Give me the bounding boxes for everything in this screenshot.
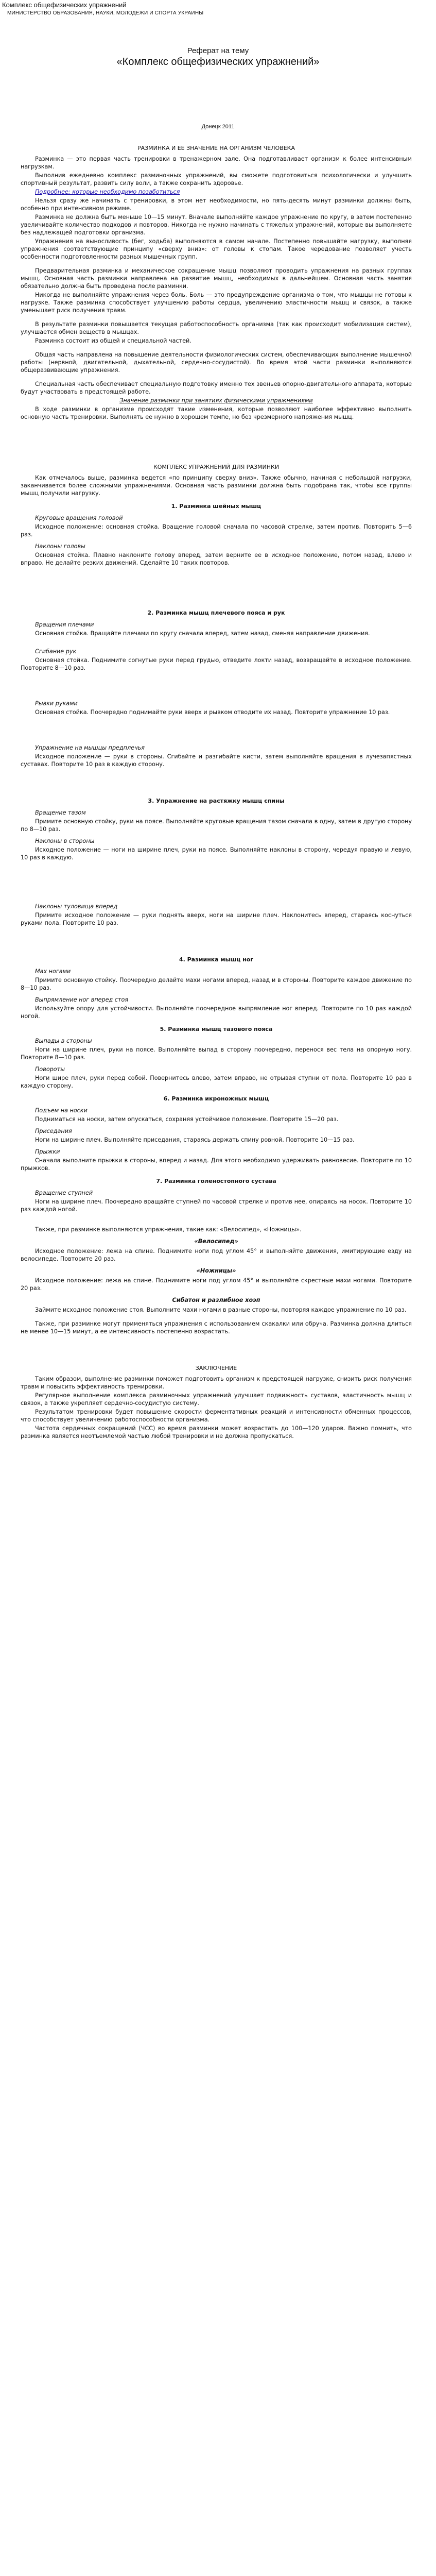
exercise-subtitle: Сгибание рук — [35, 648, 77, 655]
paragraph: Используйте опору для устойчивости. Выполняйте поочередное выпрямление ног вперед. Повторите по 10 раз каждой ногой. — [21, 1005, 412, 1020]
section-1-title: РАЗМИНКА И ЕЕ ЗНАЧЕНИЕ НА ОРГАНИЗМ ЧЕЛОВЕКА — [137, 145, 295, 151]
paragraph: Исходное положение: лежа на спине. Поднимите ноги под углом 45° и выполняйте скрестные махи ногами. Повторите 20 раз. — [21, 1277, 412, 1292]
exercise-name-centered: «Велосипед» — [194, 1238, 238, 1245]
exercise-subtitle: Подъем на носки — [35, 1107, 88, 1114]
inline-link[interactable]: Значение разминки при занятиях физическими упражнениями — [119, 397, 313, 404]
exercise-group-heading: 6. Разминка икроножных мышц — [163, 1095, 269, 1102]
paragraph: Также, при разминке могут применяться упражнения с использованием скакалки или обруча. Разминка должна длиться не менее 10—15 минут, а ее интенсивность постепенно возрастать. — [21, 1320, 412, 1335]
page-header-ministry: МИНИСТЕРСТВО ОБРАЗОВАНИЯ, НАУКИ, МОЛОДЕЖИ И СПОРТА УКРАИНЫ — [7, 10, 204, 16]
exercise-subtitle: Вращение ступней — [35, 1190, 93, 1196]
paragraph: Примите основную стойку, руки на поясе. Выполняйте круговые вращения тазом сначала в одну, затем в другую сторону по 8—10 раз. — [21, 818, 412, 833]
paragraph: Примите основную стойку. Поочередно делайте махи ногами вперед, назад и в стороны. Повторите каждое движение по 8—10 раз. — [21, 977, 412, 991]
exercise-group-heading: 3. Упражнение на растяжку мышц спины — [148, 798, 285, 804]
paragraph: Основная стойка. Поднимите согнутые руки перед грудью, отведите локти назад, возвращайте в исходное положение. Повторите 8—10 раз. — [21, 657, 412, 671]
exercise-subtitle: Круговые вращения головой — [35, 515, 123, 521]
inline-link[interactable]: Подробнее: которые необходимо позаботиться — [35, 189, 180, 195]
exercise-subtitle: Вращение тазом — [35, 809, 86, 816]
cover-place-year: Донецк 2011 — [201, 124, 235, 130]
paragraph: Исходное положение — ноги на ширине плеч, руки на поясе. Выполняйте наклоны в сторону, чередуя правую и левую, 10 раз в каждую. — [21, 846, 412, 861]
paragraph: Никогда не выполняйте упражнения через боль. Боль — это предупреждение организма о том, что мышцы не готовы к нагрузке. Также разминка способствует улучшению работы сердца, увеличению эластичности мышц и связок, а также уменьшает риск получения травм. — [21, 292, 412, 314]
exercise-group-heading: 7. Разминка голеностопного сустава — [156, 1178, 276, 1184]
exercise-subtitle: Упражнение на мышцы предплечья — [35, 744, 145, 751]
paragraph: Подниматься на носки, затем опускаться, сохраняя устойчивое положение. Повторите 15—20 раз. — [35, 1116, 339, 1123]
exercise-subtitle: Повороты — [35, 1066, 65, 1073]
paragraph: Ноги шире плеч, руки перед собой. Повернитесь влево, затем вправо, не отрывая ступни от пола. Повторите 10 раз в каждую сторону. — [21, 1075, 412, 1089]
exercise-subtitle: Прыжки — [35, 1148, 60, 1155]
exercise-group-heading: 5. Разминка мышц тазового пояса — [160, 1026, 273, 1032]
paragraph: Разминка состоит из общей и специальной частей. — [35, 337, 191, 344]
document-body — [21, 139, 412, 1441]
section-3-title: ЗАКЛЮЧЕНИЕ — [195, 1365, 237, 1371]
exercise-subtitle: Приседания — [35, 1128, 72, 1134]
paragraph: Также, при разминке выполняются упражнения, такие как: «Велосипед», «Ножницы». — [35, 1226, 302, 1233]
paragraph: Основная стойка. Поочередно поднимайте руки вверх и рывком отводите их назад. Повторите упражнение 10 раз. — [35, 709, 390, 716]
paragraph: В ходе разминки в организме происходят такие изменения, которые позволяют наиболее эффективно выполнить основную часть тренировки. Выполнять ее нужно в хорошем темпе, но без чрезмерного напряжения мышц. — [21, 406, 412, 420]
exercise-subtitle: Вращения плечами — [35, 621, 94, 628]
exercise-subtitle: Мах ногами — [35, 968, 71, 975]
paragraph: Разминка — это первая часть тренировки в тренажерном зале. Она подготавливает организм к более интенсивным нагрузкам. — [21, 156, 412, 170]
paragraph: Частота сердечных сокращений (ЧСС) во время разминки может возрастать до 100—120 ударов. Важно помнить, что разминка является неотъемлемой частью любой тренировки и не должна пропускаться. — [21, 1425, 412, 1439]
paragraph: Специальная часть обеспечивает специальную подготовку именно тех звеньев опорно-двигательного аппарата, которые будут участвовать в предстоящей работе. — [21, 381, 412, 395]
exercise-subtitle: Выпады в стороны — [35, 1038, 92, 1044]
paragraph: Исходное положение: основная стойка. Вращение головой сначала по часовой стрелке, затем против. Повторить 5—6 раз. — [21, 523, 412, 538]
exercise-subtitle: Наклоны в стороны — [35, 838, 95, 844]
cover-kind: Реферат на тему — [187, 46, 249, 55]
paragraph: Займите исходное положение стоя. Выполните махи ногами в разные стороны, повторяя каждое упражнение по 10 раз. — [35, 1307, 407, 1313]
paragraph: Выполнив ежедневно комплекс разминочных упражнений, вы сможете подготовиться психологически и улучшить спортивный результат, развить силу воли, а также сохранить здоровье. — [21, 172, 412, 187]
paragraph: В результате разминки повышается текущая работоспособность организма (так как происходит мобилизация систем), улучшается обмен веществ в мышцах. — [21, 321, 412, 335]
paragraph: Общая часть направлена на повышение деятельности физиологических систем, обеспечивающих выполнение мышечной работы (нервной, двигательной, дыхательной, сердечно-сосудистой). Во время этой части разминки выполняются общеразвивающие упражнения. — [21, 351, 412, 374]
exercise-name-centered: «Ножницы» — [196, 1267, 236, 1274]
exercise-subtitle: Наклоны туловища вперед — [35, 903, 118, 910]
paragraph: Упражнения на выносливость (бег, ходьба) выполняются в самом начале. Постепенно повышайте нагрузку, выполняя упражнения соответствующие принципу «сверху вниз»: от головы к стопам. Такое чередование позволяет учесть особенности подготовленности разных мышечных групп. — [21, 238, 412, 260]
exercise-name-centered: Сибатон и разлибное хоэп — [172, 1297, 260, 1303]
exercise-group-heading: 2. Разминка мышц плечевого пояса и рук — [147, 609, 285, 616]
section-2-title: КОМПЛЕКС УПРАЖНЕНИЙ ДЛЯ РАЗМИНКИ — [153, 464, 280, 470]
paragraph: Результатом тренировки будет повышение скорости ферментативных реакций и интенсивности обменных процессов, что способствует увеличению работоспособности организма. — [21, 1409, 412, 1423]
paragraph: Разминка не должна быть меньше 10—15 минут. Вначале выполняйте каждое упражнение по кругу, в затем постепенно увеличивайте количество подходов и повторов. Никогда не нужно начинать с тяжелых упражнений, которые вы выполняете без надлежащей подготовки организма. — [21, 214, 412, 236]
top-bar — [0, 0, 436, 21]
paragraph: Предварительная разминка и механическое сокращение мышц позволяют проводить упражнения на разных группах мышц. Основная часть разминки направлена на развитие мышц, необходимых в дальнейшем. Основная часть занятия обязательно должна быть проведена после разминки. — [21, 267, 412, 290]
page-header-title: Комплекс общефизических упражнений — [2, 1, 127, 9]
exercise-subtitle: Рывки руками — [35, 700, 78, 707]
paragraph: Примите исходное положение — руки поднять вверх, ноги на ширине плеч. Наклонитесь вперед, стараясь коснуться руками пола. Повторите 10 раз. — [21, 912, 412, 926]
paragraph: Таким образом, выполнение разминки поможет подготовить организм к предстоящей нагрузке, снизить риск получения травм и повысить эффективность тренировки. — [21, 1376, 412, 1390]
paragraph: Ноги на ширине плеч, руки на поясе. Выполняйте выпад в сторону поочередно, перенося вес тела на опорную ногу. Повторите 8—10 раз. — [21, 1046, 412, 1061]
exercise-subtitle: Выпрямление ног вперед стоя — [35, 996, 129, 1003]
paragraph: Ноги на ширине плеч. Выполняйте приседания, стараясь держать спину ровной. Повторите 10—15 раз. — [35, 1137, 355, 1143]
paragraph: Исходное положение: лежа на спине. Поднимите ноги под углом 45° и выполняйте движения, имитирующие езду на велосипеде. Повторите 20 раз. — [21, 1248, 412, 1262]
paragraph: Исходное положение — руки в стороны. Сгибайте и разгибайте кисти, затем выполняйте вращения в лучезапястных суставах. Повторите 10 раз в каждую сторону. — [21, 753, 412, 768]
paragraph: Ноги на ширине плеч. Поочередно вращайте ступней по часовой стрелке и против нее, опираясь на носок. Повторите 10 раз каждой ногой. — [21, 1198, 412, 1213]
paragraph: Нельзя сразу же начинать с тренировки, в этом нет необходимости, но пять-десять минут разминки должны быть, особенно при интенсивном режиме. — [21, 197, 412, 212]
paragraph: Регулярное выполнение комплекса разминочных упражнений улучшает подвижность суставов, эластичность мышц и связок, а также укрепляет сердечно-сосудистую систему. — [21, 1392, 412, 1406]
paragraph: Сначала выполните прыжки в стороны, вперед и назад. Для этого необходимо удерживать равновесие. Повторите по 10 прыжков. — [21, 1157, 412, 1172]
paragraph: Основная стойка. Плавно наклоните голову вперед, затем верните ее в исходное положение, потом назад, влево и вправо. Не делайте резких движений. Сделайте 10 таких повторов. — [21, 552, 412, 566]
exercise-subtitle: Наклоны головы — [35, 543, 85, 550]
exercise-group-heading: 4. Разминка мышц ног — [179, 956, 254, 963]
cover-name: «Комплекс общефизических упражнений» — [116, 56, 320, 67]
paragraph: Основная стойка. Вращайте плечами по кругу сначала вперед, затем назад, сменяя направление движения. — [35, 630, 370, 637]
paragraph: Как отмечалось выше, разминка ведется «по принципу сверху вниз». Также обычно, начиная с небольшой нагрузки, заканчивается более сложными упражнениями. Основная часть разминки должна быть подобрана так, чтобы все группы мышц получили нагрузку. — [21, 474, 412, 497]
exercise-group-heading: 1. Разминка шейных мышц — [171, 503, 261, 510]
cover-title-block — [0, 46, 436, 68]
